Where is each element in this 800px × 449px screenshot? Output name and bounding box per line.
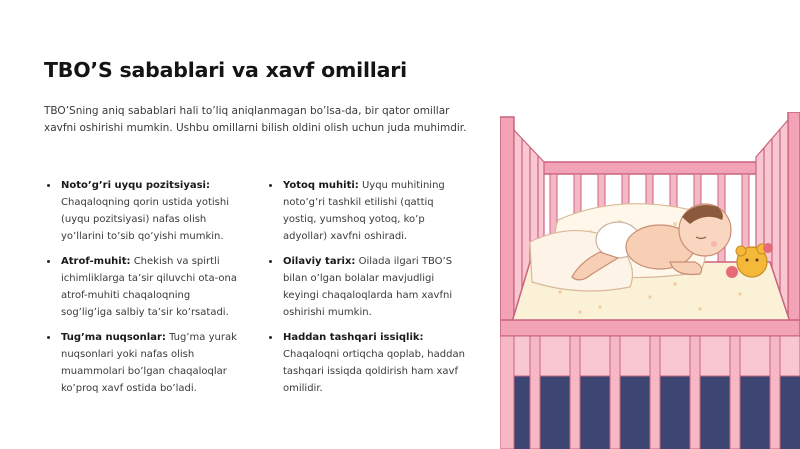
risk-list-right xyxy=(266,177,470,405)
crib-front xyxy=(500,320,800,449)
item-label: Oilaviy tarix: xyxy=(283,256,356,267)
item-text: Chekish va spirtli ichimliklarga ta’sir qiluvchi ota-ona atrof-muhiti chaqaloqning sog’lig’iga salbiy ta’sir ko’rsatadi. xyxy=(61,256,237,318)
item-label: Haddan tashqari issiqlik: xyxy=(283,332,424,343)
list-item xyxy=(44,177,244,245)
item-label: Tug’ma nuqsonlar: xyxy=(61,332,166,343)
list-item xyxy=(266,253,470,321)
item-text: Uyqu muhitining noto’g’ri tashkil etilishi (qattiq yostiq, yumshoq yotoq, ko’p adyollar) xavfni oshiradi. xyxy=(283,180,445,242)
list-item xyxy=(266,177,470,245)
item-text: Tug’ma yurak nuqsonlari yoki nafas olish muammolari bo’lgan chaqaloqlar ko’proq xavf ostida bo’ladi. xyxy=(61,332,237,394)
list-item xyxy=(266,329,470,397)
item-text: Chaqaloqning qorin ustida yotishi (uyqu pozitsiyasi) nafas olish yo’llarini to’sib qo’yishi mumkin. xyxy=(61,197,229,242)
list-item xyxy=(44,329,244,397)
list-item xyxy=(44,253,244,321)
page-title: TBO’S sabablari va xavf omillari xyxy=(44,58,407,82)
item-label: Atrof-muhit: xyxy=(61,256,131,267)
item-label: Yotoq muhiti: xyxy=(283,180,359,191)
risk-list-left xyxy=(44,177,244,405)
baby-crib-illustration xyxy=(500,112,800,449)
intro-paragraph: TBO’Sning aniq sabablari hali to’liq aniqlanmagan bo’lsa-da, bir qator omillar xavfni oshirishi mumkin. Ushbu omillarni bilish oldini olish uchun juda muhimdir. xyxy=(44,105,467,134)
item-text: Oilada ilgari TBO’S bilan o’lgan bolalar mavjudligi keyingi chaqaloqlarda ham xavfni oshirishi mumkin. xyxy=(283,256,453,318)
item-text: Chaqaloqni ortiqcha qoplab, haddan tashqari issiqda qoldirish ham xavf omilidir. xyxy=(283,349,465,394)
item-label: Noto’g’ri uyqu pozitsiyasi: xyxy=(61,180,210,191)
